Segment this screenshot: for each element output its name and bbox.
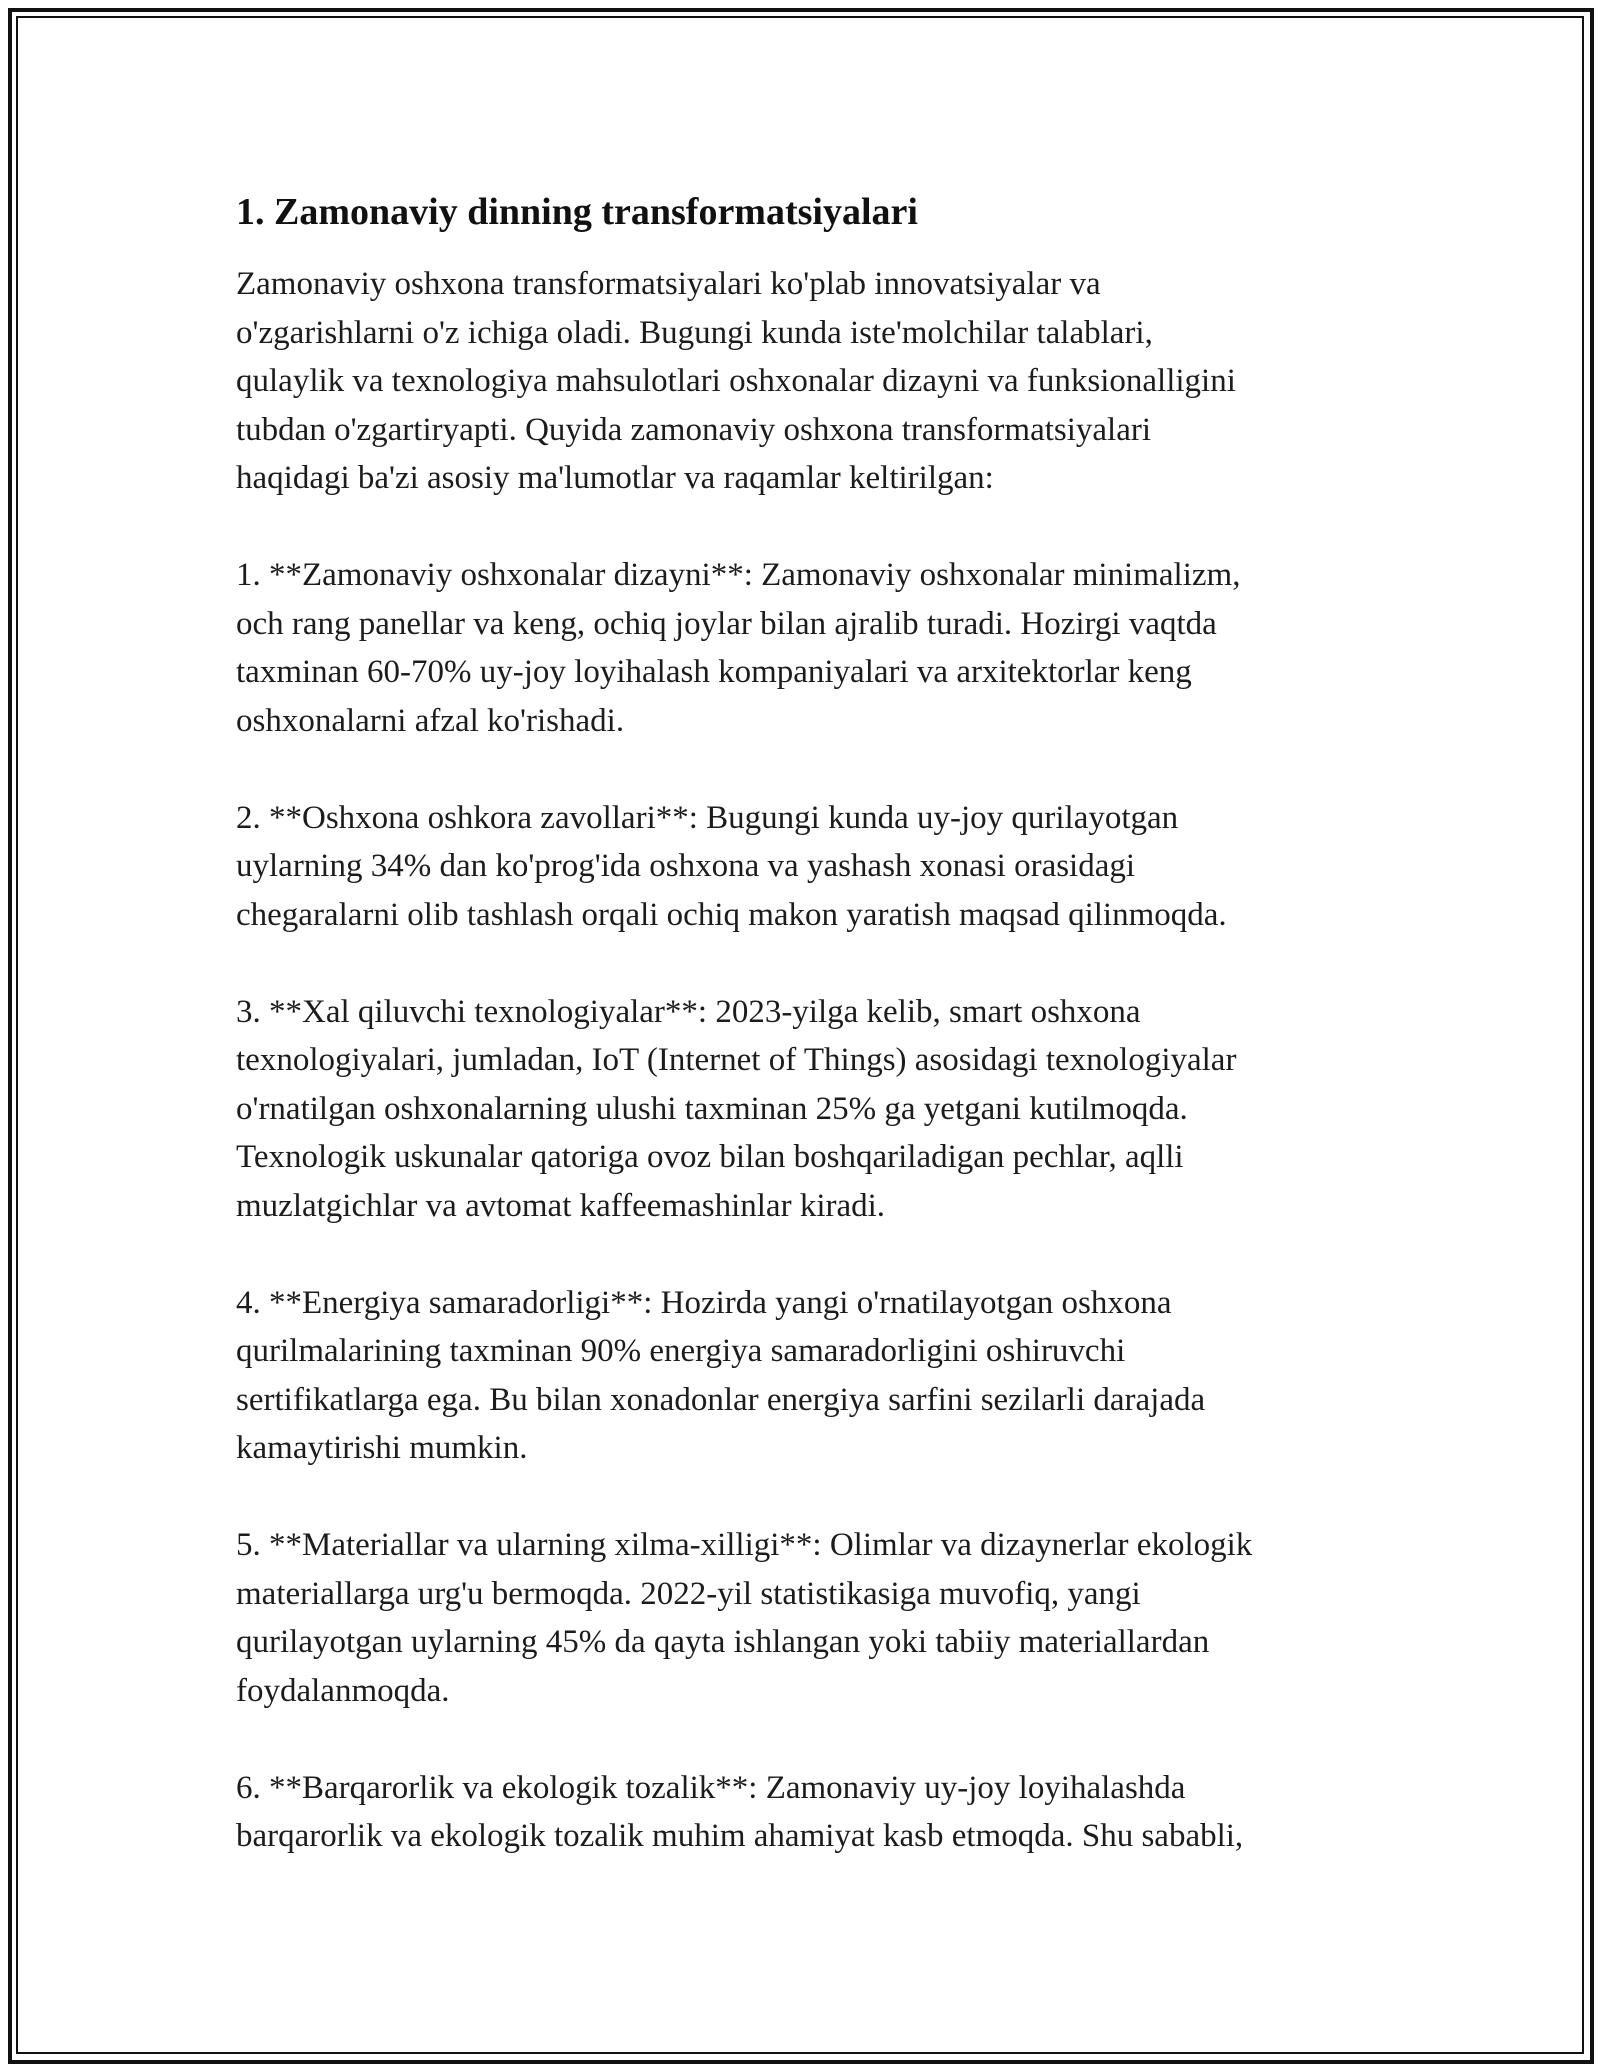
list-item-energy: 4. **Energiya samaradorligi**: Hozirda yangi o'rnatilayotgan oshxona qurilmalarining taxminan 90% energiya samaradorligini oshiruvchi sertifikatlarga ega. Bu bilan xonadonlar energiya sarfini sezilarli darajada kamaytirishi mumkin.: [236, 1284, 1206, 1466]
list-item-open-space: 2. **Oshxona oshkora zavollari**: Bugungi kunda uy-joy qurilayotgan uylarning 34% dan ko'prog'ida oshxona va yashash xonasi orasidagi chegaralarni olib tashlash orqali ochiq makon yaratish maqsad qilinmoqda.: [236, 799, 1227, 933]
list-item-technology: 3. **Xal qiluvchi texnologiyalar**: 2023-yilga kelib, smart oshxona texnologiyalari, jumladan, IoT (Internet of Things) asosidagi texnologiyalar o'rnatilgan oshxonalarning ulushi taxminan 25% ga yetgani kutilmoqda. Texnologik uskunalar qatoriga ovoz bilan boshqariladigan pechlar, aqlli muzlatgichlar va avtomat kaffeemashinlar kiradi.: [236, 993, 1237, 1224]
list-item-materials: 5. **Materiallar va ularning xilma-xilligi**: Olimlar va dizaynerlar ekologik materiallarga urg'u bermoqda. 2022-yil statistikasiga muvofiq, yangi qurilayotgan uylarning 45% da qayta ishlangan yoki tabiiy materiallardan foydalanmoqda.: [236, 1527, 1253, 1709]
document-body: [236, 186, 1386, 1909]
list-item-design: 1. **Zamonaviy oshxonalar dizayni**: Zamonaviy oshxonalar minimalizm, och rang panellar va keng, ochiq joylar bilan ajralib turadi. Hozirgi vaqtda taxminan 60-70% uy-joy loyihalash kompaniyalari va arxitektorlar keng oshxonalarni afzal ko'rishadi.: [236, 557, 1241, 739]
intro-paragraph: Zamonaviy oshxona transformatsiyalari ko'plab innovatsiyalar va o'zgarishlarni o'z ichiga oladi. Bugungi kunda iste'molchilar talablari, qulaylik va texnologiya mahsulotlari oshxonalar dizayni va funksionalligini tubdan o'zgartiryapti. Quyida zamonaviy oshxona transformatsiyalari haqidagi ba'zi asosiy ma'lumotlar va raqamlar keltirilgan:: [236, 266, 1236, 496]
list-item-sustainability: 6. **Barqarorlik va ekologik tozalik**: Zamonaviy uy-joy loyihalashda barqarorlik va ekologik tozalik muhim ahamiyat kasb etmoqda. Shu sababli,: [236, 1769, 1244, 1854]
section-heading: 1. Zamonaviy dinning transformatsiyalari: [236, 191, 918, 233]
